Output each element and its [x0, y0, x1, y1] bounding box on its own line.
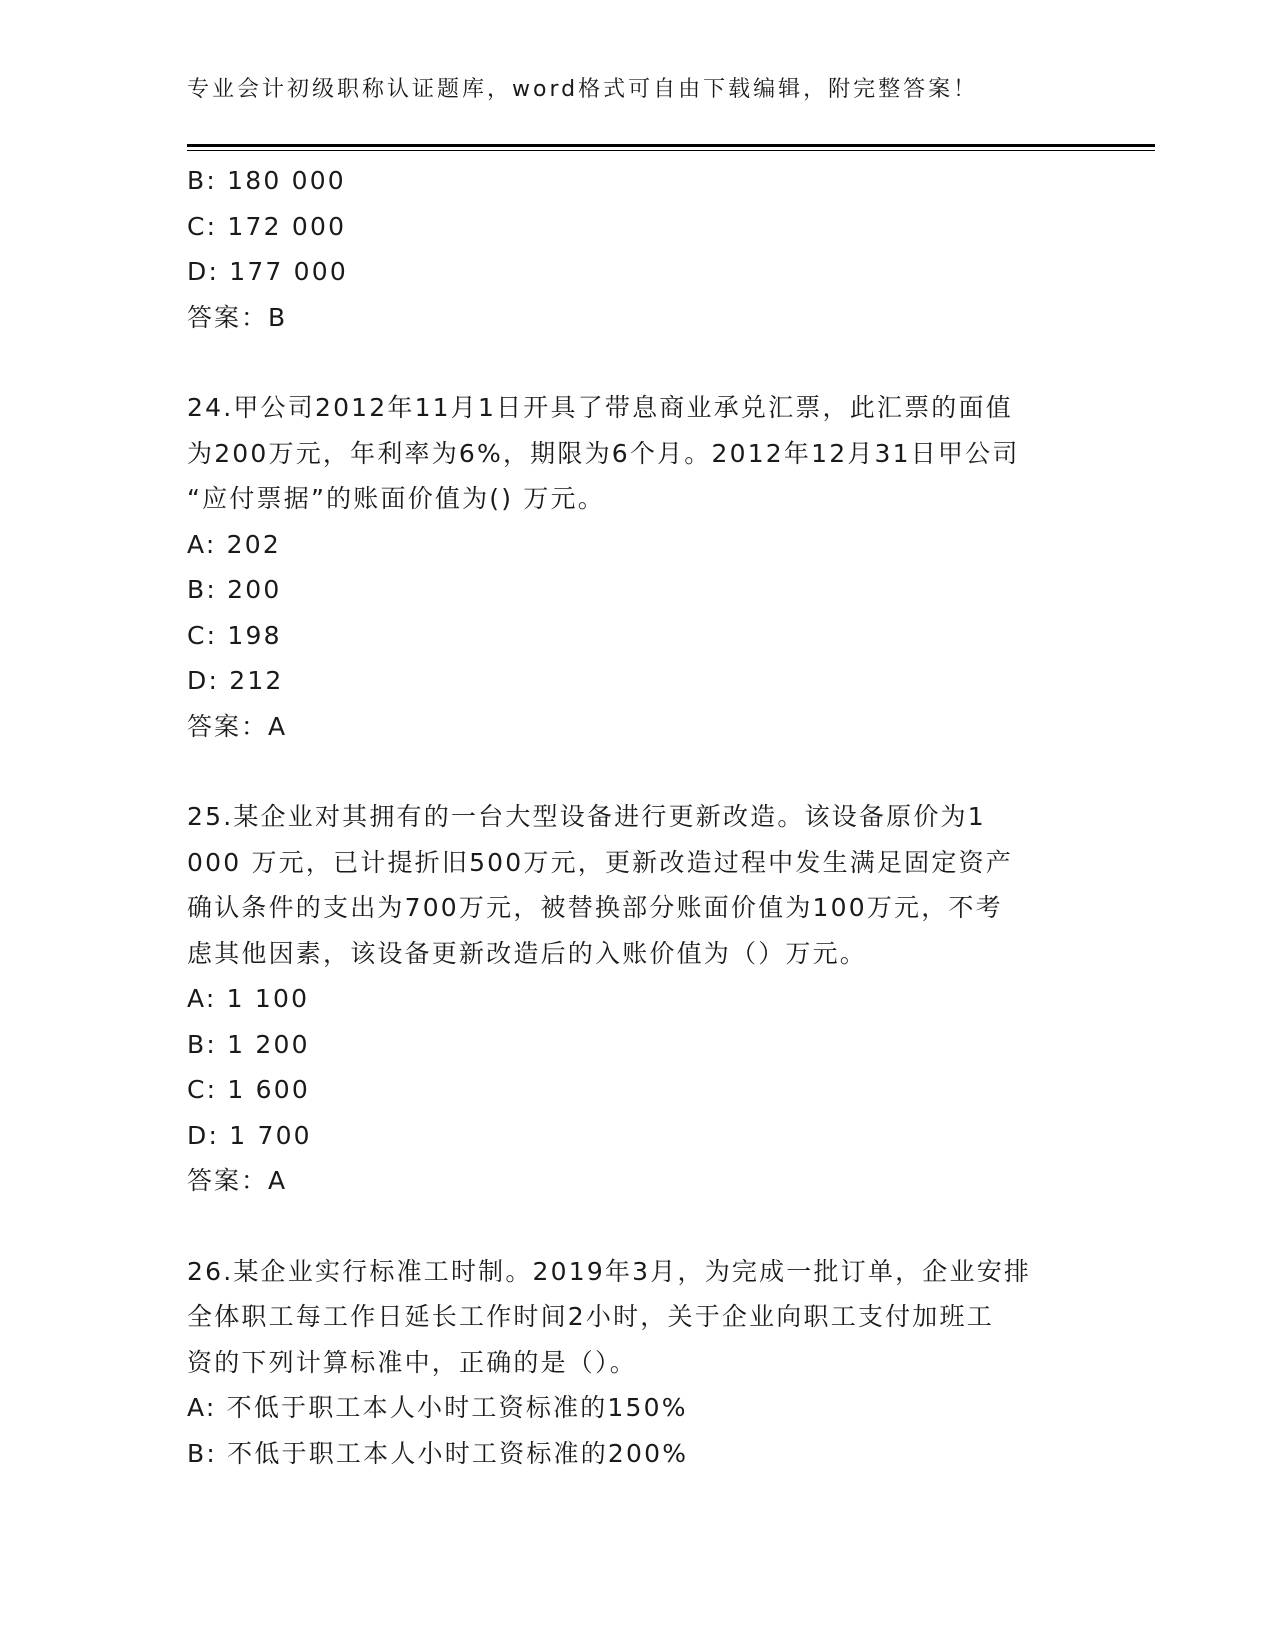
option-a: A: 不低于职工本人小时工资标准的150%: [187, 1393, 688, 1422]
option-c: C: 1 600: [187, 1075, 310, 1104]
question-23-tail: [187, 158, 1077, 340]
question-26: [187, 1249, 1077, 1477]
option-d: D: 177 000: [187, 257, 349, 286]
option-b: B: 180 000: [187, 166, 346, 195]
option-a: A: 202: [187, 529, 281, 559]
header-rule-thick: [187, 144, 1155, 147]
question-25: [187, 794, 1077, 1204]
question-text-line: 000 万元，已计提折旧500万元，更新改造过程中发生满足固定资产: [187, 847, 1013, 877]
option-c: C: 172 000: [187, 211, 347, 241]
question-text-line: “应付票据”的账面价值为() 万元。: [187, 484, 605, 513]
spacer: [187, 1204, 1077, 1249]
answer-label: 答案：B: [187, 302, 288, 332]
option-b: B: 1 200: [187, 1029, 310, 1059]
option-d: D: 1 700: [187, 1120, 312, 1150]
option-c: C: 198: [187, 620, 282, 650]
page-header: 专业会计初级职称认证题库，word格式可自由下载编辑，附完整答案！: [187, 77, 979, 102]
spacer: [187, 340, 1077, 385]
question-text-line: 25.某企业对其拥有的一台大型设备进行更新改造。该设备原价为1: [187, 802, 986, 831]
document-body: [187, 158, 1077, 1476]
option-b: B: 不低于职工本人小时工资标准的200%: [187, 1438, 689, 1468]
option-d: D: 212: [187, 666, 284, 695]
question-text-line: 虑其他因素，该设备更新改造后的入账价值为（）万元。: [187, 938, 868, 968]
option-b: B: 200: [187, 575, 282, 604]
question-text-line: 全体职工每工作日延长工作时间2小时，关于企业向职工支付加班工: [187, 1302, 994, 1331]
question-text-line: 24.甲公司2012年11月1日开具了带息商业承兑汇票，此汇票的面值: [187, 393, 1013, 422]
question-text-line: 为200万元，年利率为6%，期限为6个月。2012年12月31日甲公司: [187, 438, 1020, 468]
question-text-line: 资的下列计算标准中，正确的是（）。: [187, 1347, 637, 1377]
option-a: A: 1 100: [187, 984, 310, 1013]
question-text-line: 26.某企业实行标准工时制。2019年3月，为完成一批订单，企业安排: [187, 1256, 1032, 1286]
spacer: [187, 749, 1077, 794]
header-rule-thin: [187, 150, 1155, 151]
question-24: [187, 385, 1077, 749]
question-text-line: 确认条件的支出为700万元，被替换部分账面价值为100万元，不考: [187, 893, 1003, 922]
answer-label: 答案：A: [187, 1166, 288, 1195]
answer-label: 答案：A: [187, 711, 288, 741]
